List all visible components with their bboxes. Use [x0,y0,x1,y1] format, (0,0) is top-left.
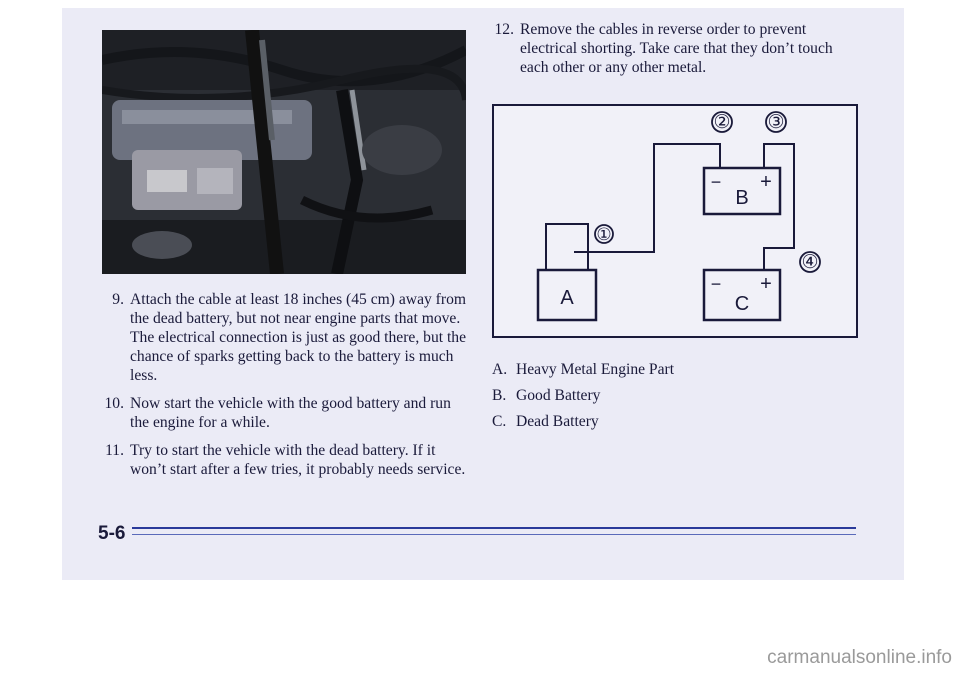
watermark-link[interactable]: carmanualsonline.info [767,647,952,668]
legend-key: C. [492,413,507,430]
jumper-cable-diagram [492,104,858,338]
c-plus: + [760,273,772,295]
footer-rule [132,527,856,529]
step-9 [98,290,468,385]
step-number: 9. [112,291,124,308]
steps-right-column [488,20,858,86]
legend-key: B. [492,387,507,404]
legend-item [492,412,832,431]
step-10 [98,394,468,432]
engine-part-tab [546,224,588,270]
step-number: 12. [494,21,514,38]
engine-photo [102,30,466,274]
callout-4: ④ [801,252,819,273]
page-number: 5-6 [98,523,126,544]
steps-left-column [98,290,468,488]
label-b: B [735,187,749,209]
legend-item [492,386,832,405]
label-a: A [560,287,574,309]
step-number: 11. [105,442,124,459]
b-minus: − [710,172,722,192]
diagram-legend [492,360,832,438]
callout-2: ② [713,112,731,133]
legend-text: Heavy Metal Engine Part [516,361,675,378]
step-text: Remove the cables in reverse order to prevent electrical shorting. Take care that they don’t touch each other or any other metal. [520,21,833,76]
legend-item [492,360,832,379]
legend-text: Dead Battery [516,413,599,430]
legend-text: Good Battery [516,387,601,404]
callout-1: ① [596,225,612,244]
c-minus: − [710,274,722,294]
footer-rule-thin [132,534,856,535]
label-c: C [734,293,750,315]
step-text: Try to start the vehicle with the dead battery. If it won’t start after a few tries, it probably needs service. [130,442,466,478]
legend-key: A. [492,361,508,378]
callout-3: ③ [767,112,785,133]
step-number: 10. [104,395,124,412]
step-11 [98,441,468,479]
step-text: Now start the vehicle with the good battery and run the engine for a while. [130,395,451,431]
step-text: Attach the cable at least 18 inches (45 cm) away from the dead battery, but not near engine parts that move. The electrical connection is just as good there, but the chance of sparks getting back to the battery is much less. [130,291,467,384]
step-12 [488,20,858,77]
b-plus: + [760,171,772,193]
